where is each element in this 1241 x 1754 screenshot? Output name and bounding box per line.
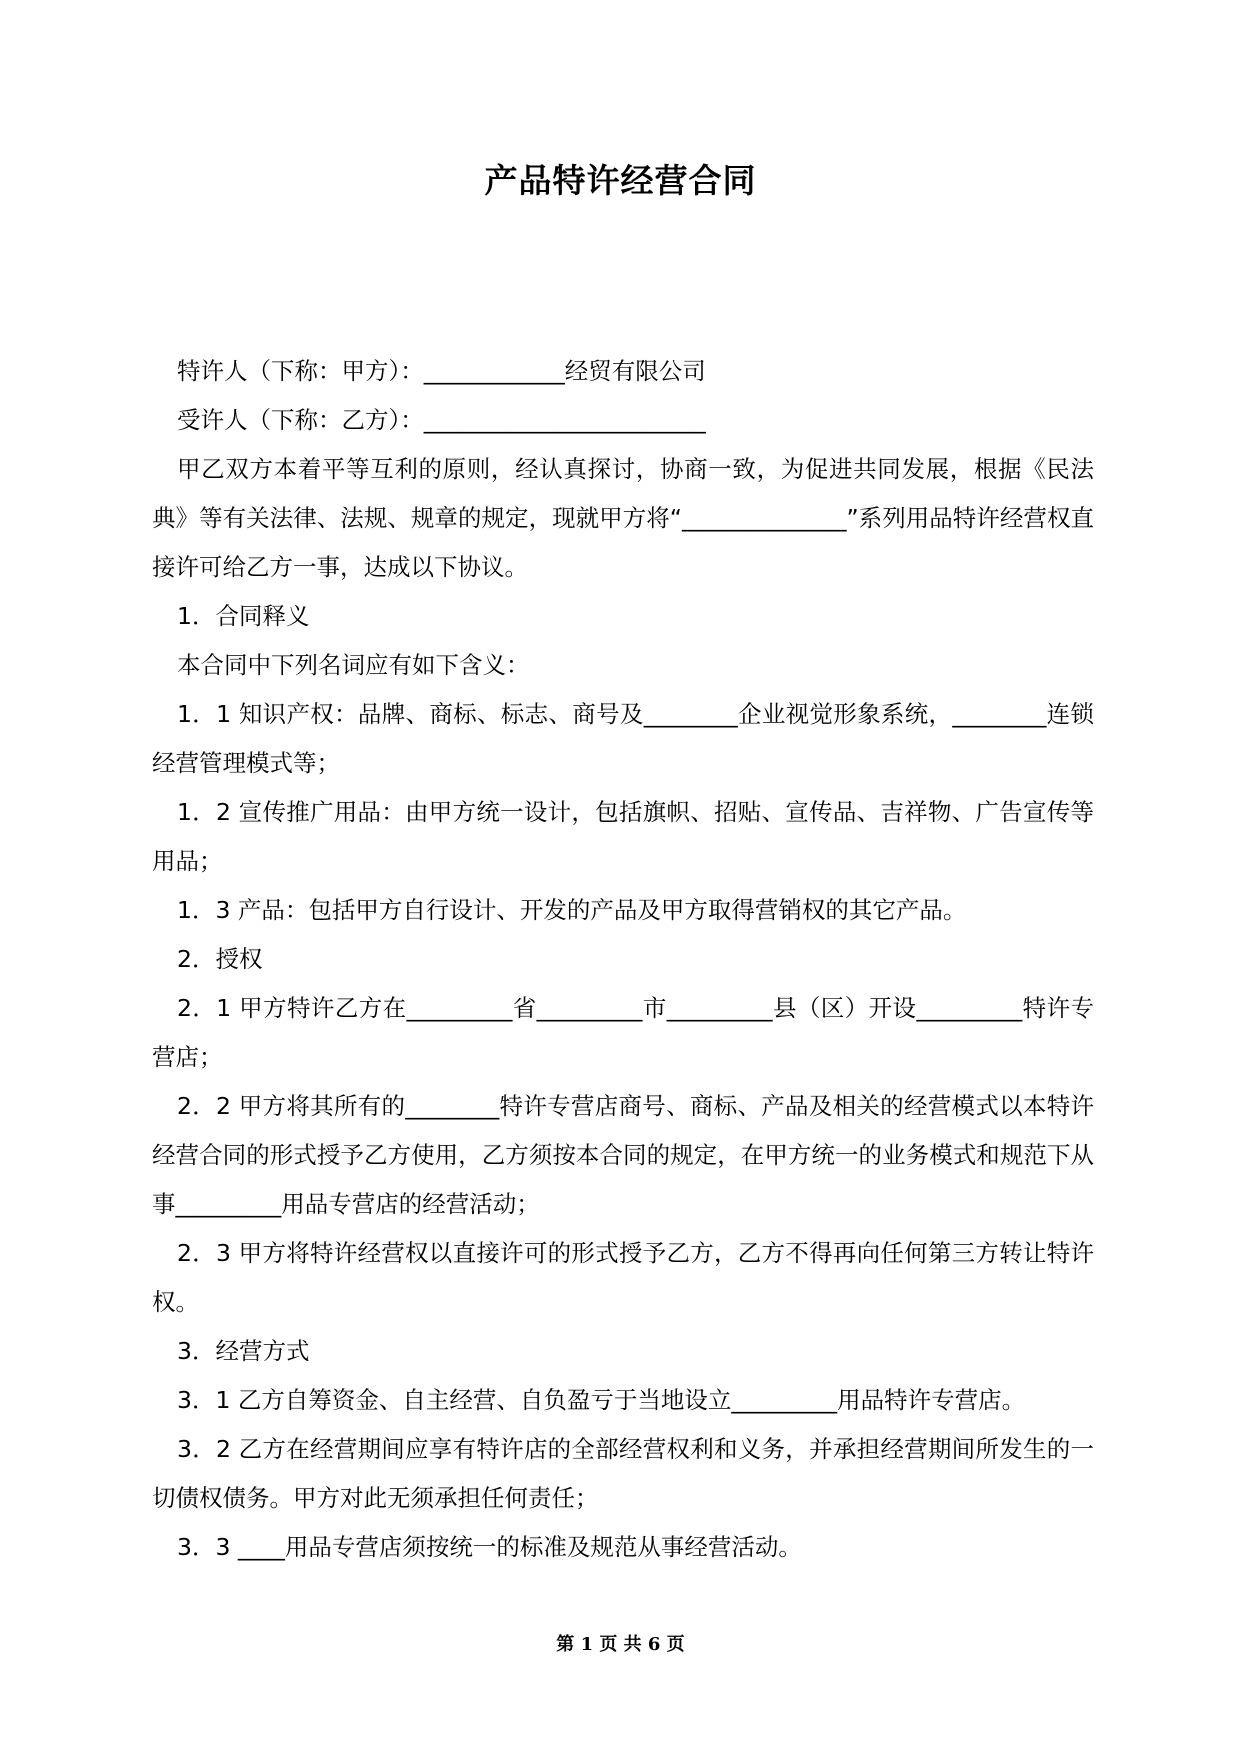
clause: 1．2 宣传推广用品：由甲方统一设计，包括旗帜、招贴、宣传品、吉祥物、广告宣传等用品； — [152, 798, 1094, 875]
paragraph: 本合同中下列名词应有如下含义： — [177, 651, 530, 679]
document-title: 产品特许经营合同 — [484, 161, 757, 200]
party-a-line: 特许人（下称：甲方）：____________经贸有限公司 — [177, 357, 706, 385]
clause: 3．3 ____用品专营店须按统一的标准及规范从事经营活动。 — [177, 1533, 802, 1561]
clause: 3．1 乙方自筹资金、自主经营、自负盈亏于当地设立_________用品特许专营店。 — [177, 1386, 1026, 1414]
section-heading: 1．合同释义 — [177, 602, 310, 630]
clause: 3．2 乙方在经营期间应享有特许店的全部经营权利和义务，并承担经营期间所发生的一切债权债务。甲方对此无须承担任何责任； — [152, 1435, 1094, 1512]
page-footer: 第 1 页 共 6 页 — [556, 1634, 685, 1655]
clause: 2．3 甲方将特许经营权以直接许可的形式授予乙方，乙方不得再向任何第三方转让特许权。 — [152, 1239, 1094, 1316]
party-b-line: 受许人（下称：乙方）：________________________ — [177, 406, 706, 434]
preamble-paragraph: 甲乙双方本着平等互利的原则，经认真探讨，协商一致，为促进共同发展，根据《民法典》等有关法律、法规、规章的规定，现就甲方将“______________”系列用品特许经营权直接许可给乙方一事，达成以下协议。 — [152, 455, 1094, 581]
clause: 1．3 产品：包括甲方自行设计、开发的产品及甲方取得营销权的其它产品。 — [177, 896, 967, 924]
document-body — [152, 347, 1094, 1572]
clause: 2．2 甲方将其所有的________特许专营店商号、商标、产品及相关的经营模式以本特许经营合同的形式授予乙方使用，乙方须按本合同的规定，在甲方统一的业务模式和规范下从事_________用品专营店的经营活动； — [152, 1092, 1094, 1218]
section-heading: 3．经营方式 — [177, 1337, 310, 1365]
clause: 1．1 知识产权：品牌、商标、标志、商号及________企业视觉形象系统，________连锁经营管理模式等； — [152, 700, 1094, 777]
section-heading: 2．授权 — [177, 945, 263, 973]
clause: 2．1 甲方特许乙方在_________省_________市_________县（区）开设_________特许专营店； — [152, 994, 1094, 1071]
